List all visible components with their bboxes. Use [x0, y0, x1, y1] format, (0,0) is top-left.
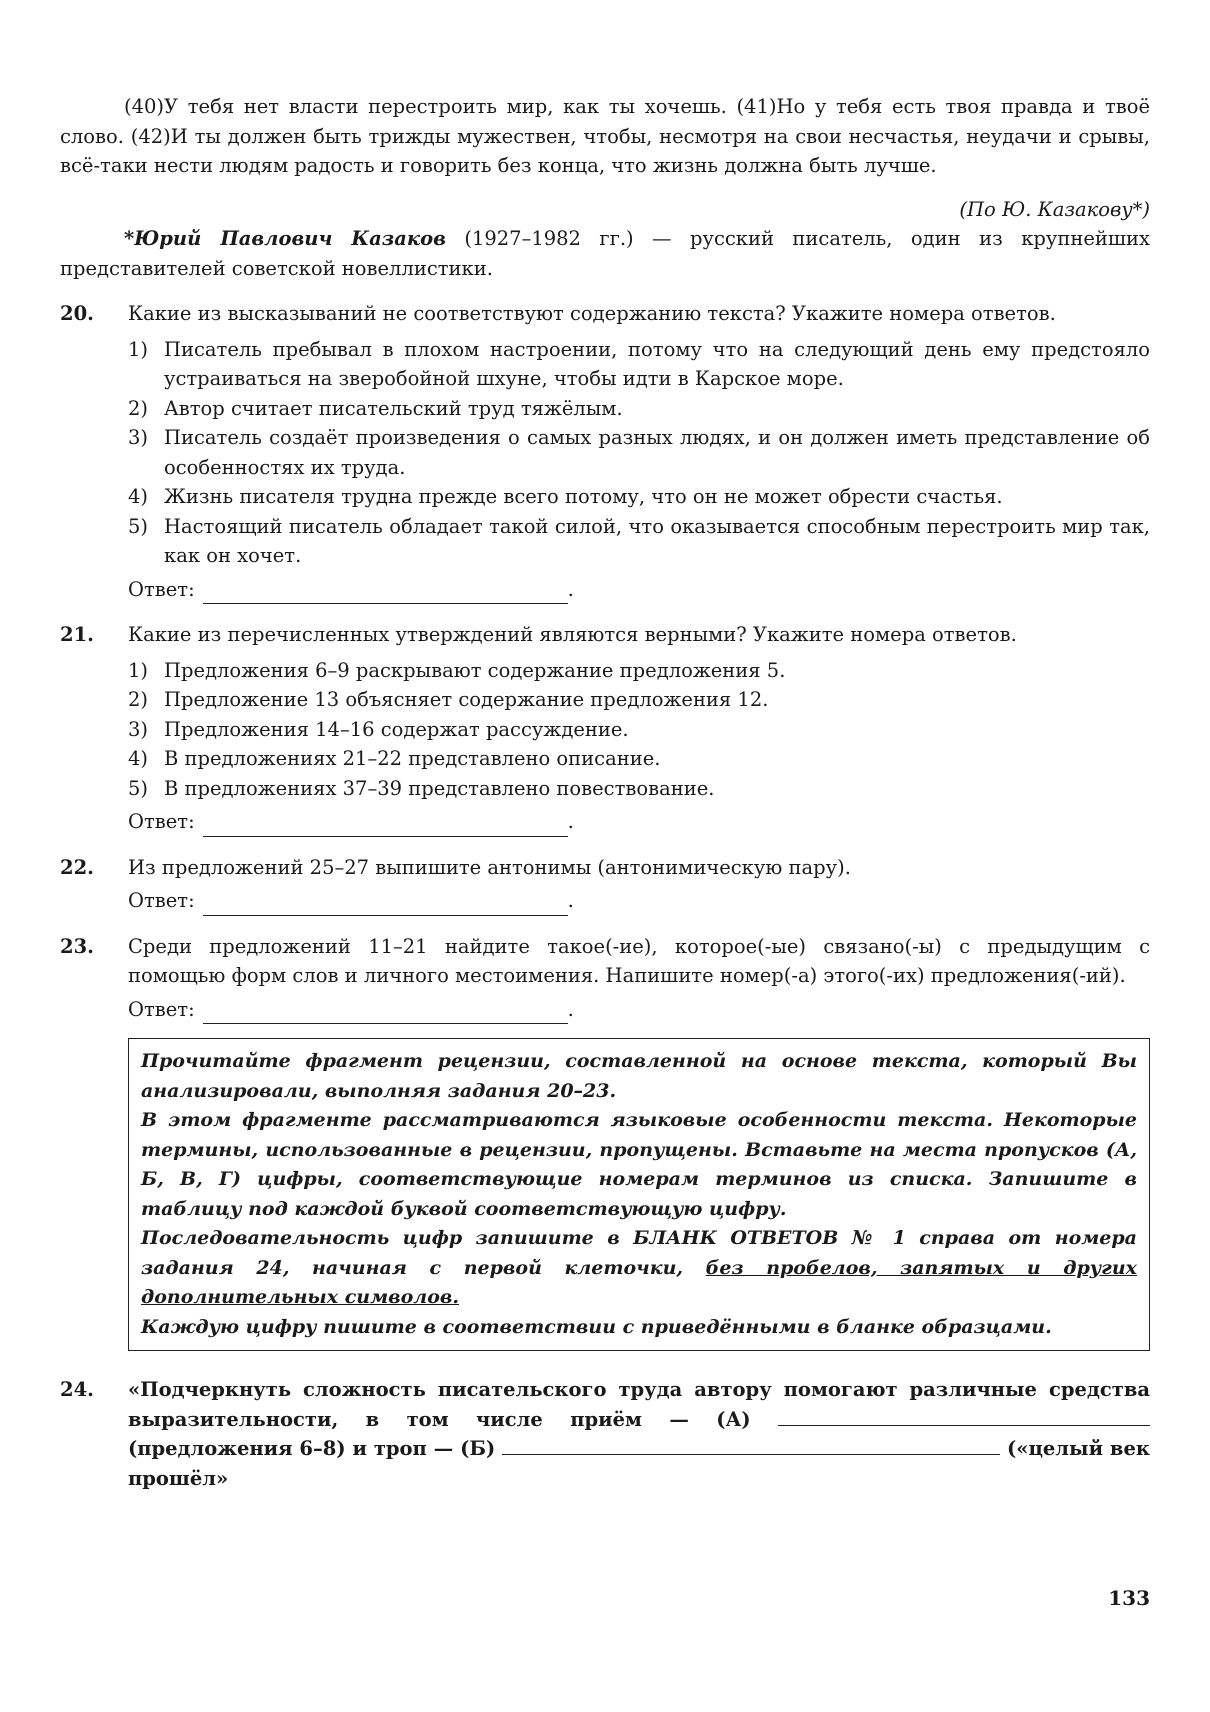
task-question: Какие из высказываний не соответствуют содержанию текста? Укажите номера ответов.: [128, 302, 1056, 325]
answer-period: .: [567, 577, 574, 601]
task-text: («целый век прошёл»: [128, 1437, 1150, 1490]
option-text: Предложение 13 объясняет содержание предложения 12.: [164, 688, 769, 711]
task-question: [128, 1375, 1150, 1493]
page-number: 133: [1108, 1586, 1150, 1610]
task-24: [60, 1375, 1150, 1493]
option-text: Писатель создаёт произведения о самых разных людях, и он должен иметь представление об особенностях их труда.: [164, 426, 1150, 479]
document-page: [60, 92, 1150, 1493]
task-number: 22.: [60, 855, 94, 879]
instructions-text-part: Последовательность цифр запишите в БЛАНК ОТВЕТОВ № 1 справа от номера задания 24, начиная с первой клеточки,: [141, 1227, 1137, 1279]
blank-b[interactable]: [502, 1434, 1000, 1455]
option-item: [128, 715, 1150, 745]
option-number: 4): [128, 485, 149, 508]
option-item: [128, 774, 1150, 804]
task-number: 20.: [60, 302, 94, 325]
options-list: [128, 335, 1150, 571]
option-number: 3): [128, 426, 149, 449]
text-paragraph: (40)У тебя нет власти перестроить мир, как ты хочешь. (41)Но у тебя есть твоя правда и твоё слово. (42)И ты должен быть трижды мужествен, чтобы, несмотря на свои несчастья, неудачи и срывы, всё-таки нести людям радость и говорить без конца, что жизнь должна быть лучше.: [60, 95, 1150, 177]
option-text: В предложениях 21–22 представлено описание.: [164, 747, 661, 770]
option-number: 1): [128, 658, 149, 682]
option-number: 1): [128, 337, 149, 361]
answer-field-22[interactable]: [203, 893, 568, 916]
instructions-text: [141, 1224, 1137, 1313]
instructions-box: [128, 1038, 1150, 1351]
task-22: [60, 853, 1150, 916]
option-item: [128, 656, 1150, 686]
task-question: Из предложений 25–27 выпишите антонимы (антонимическую пару).: [128, 855, 851, 879]
answer-row: [128, 807, 1150, 837]
instructions-text: Каждую цифру пишите в соответствии с приведёнными в бланке образцами.: [141, 1315, 1052, 1338]
option-number: 4): [128, 747, 149, 770]
author-footnote: [60, 224, 1150, 283]
instructions-underlined: без пробелов, запятых и других дополнительных символов.: [141, 1256, 1137, 1308]
option-number: 5): [128, 776, 149, 800]
option-number: 2): [128, 688, 149, 711]
task-text: (предложения 6–8) и троп — (Б): [128, 1437, 496, 1460]
answer-period: .: [567, 889, 574, 912]
task-number: 21.: [60, 623, 94, 646]
author-description: (1927–1982 гг.) — русский писатель, один из крупнейших представителей советской новеллистики.: [60, 227, 1150, 280]
task-21: [60, 620, 1150, 837]
answer-label: Ответ:: [128, 889, 195, 912]
option-number: 3): [128, 717, 149, 741]
task-question: Среди предложений 11–21 найдите такое(-ие), которое(-ые) связано(-ы) с предыдущим с помощью форм слов и личного местоимения. Напишите номер(-а) этого(-их) предложения(-ий).: [128, 934, 1150, 987]
option-item: [128, 423, 1150, 482]
answer-period: .: [567, 997, 574, 1021]
instructions-text: В этом фрагменте рассматриваются языковые особенности текста. Некоторые термины, использованные в рецензии, пропущены. Вставьте на места пропусков (А, Б, В, Г) цифры, соответствующие номерам терминов из списка. Запишите в таблицу под каждой буквой соответствующую цифру.: [141, 1109, 1137, 1220]
answer-label: Ответ:: [128, 810, 195, 833]
option-text: Настоящий писатель обладает такой силой, что оказывается способным перестроить мир так, как он хочет.: [164, 514, 1150, 567]
author-name: *Юрий Павлович Казаков: [124, 227, 446, 250]
option-item: [128, 512, 1150, 571]
answer-label: Ответ:: [128, 997, 195, 1021]
answer-field-20[interactable]: [203, 581, 568, 604]
option-number: 2): [128, 396, 149, 420]
option-text: Предложения 6–9 раскрывают содержание предложения 5.: [164, 658, 786, 682]
option-text: Автор считает писательский труд тяжёлым.: [164, 396, 623, 420]
option-text: Предложения 14–16 содержат рассуждение.: [164, 717, 629, 741]
task-20: [60, 299, 1150, 604]
answer-row: [128, 995, 1150, 1025]
options-list: [128, 656, 1150, 804]
option-text: В предложениях 37–39 представлено повествование.: [164, 776, 715, 800]
text-source: (По Ю. Казакову*): [959, 197, 1150, 221]
option-item: [128, 394, 1150, 424]
answer-row: [128, 886, 1150, 916]
option-item: [128, 482, 1150, 512]
task-text: «Подчеркнуть сложность писательского труда автору помогают различные средства выразительности, в том числе приём — (А): [128, 1378, 1150, 1431]
answer-field-23[interactable]: [203, 1001, 568, 1024]
task-number: 23.: [60, 934, 94, 958]
task-number: 24.: [60, 1378, 94, 1401]
option-item: [128, 744, 1150, 774]
option-number: 5): [128, 514, 149, 538]
answer-row: [128, 575, 1150, 605]
task-question: Какие из перечисленных утверждений являются верными? Укажите номера ответов.: [128, 623, 1017, 646]
option-text: Жизнь писателя трудна прежде всего потому, что он не может обрести счастья.: [164, 485, 1003, 508]
instructions-text: Прочитайте фрагмент рецензии, составленной на основе текста, который Вы анализировали, выполняя задания 20–23.: [141, 1050, 1137, 1102]
blank-a[interactable]: [778, 1405, 1150, 1426]
option-text: Писатель пребывал в плохом настроении, потому что на следующий день ему предстояло устраиваться на зверобойной шхуне, чтобы идти в Карское море.: [164, 337, 1150, 390]
answer-field-21[interactable]: [203, 814, 568, 837]
answer-label: Ответ:: [128, 577, 195, 601]
task-23: [60, 932, 1150, 1025]
option-item: [128, 685, 1150, 715]
answer-period: .: [567, 810, 574, 833]
option-item: [128, 335, 1150, 394]
